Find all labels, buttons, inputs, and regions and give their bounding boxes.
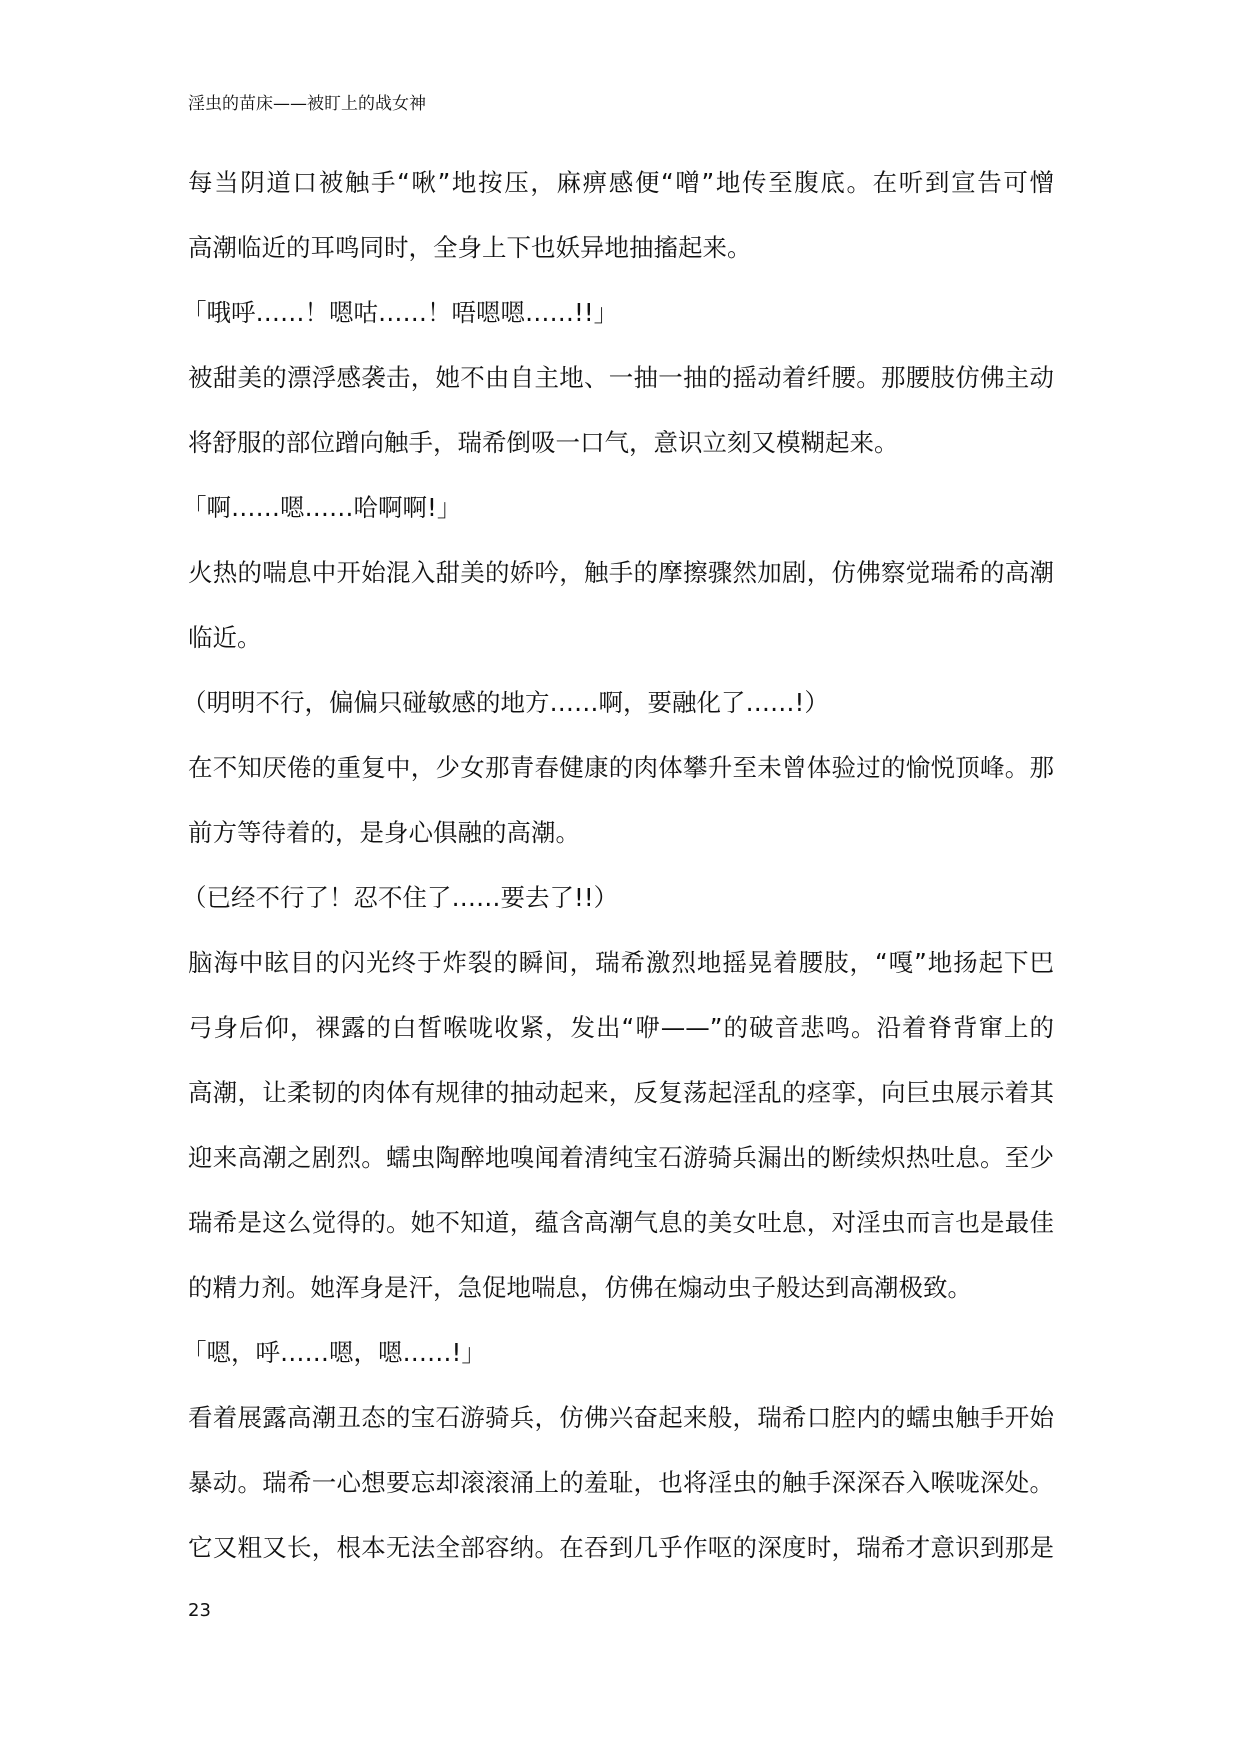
running-header: 淫虫的苗床——被盯上的战女神: [188, 94, 426, 114]
text-line: 暴动。瑞希一心想要忘却滚滚涌上的羞耻，也将淫虫的触手深深吞入喉咙深处。: [188, 1468, 1054, 1497]
text-line: 的精力剂。她浑身是汗，急促地喘息，仿佛在煽动虫子般达到高潮极致。: [188, 1273, 972, 1302]
text-line: 高潮临近的耳鸣同时，全身上下也妖异地抽搐起来。: [188, 233, 752, 262]
text-line: 将舒服的部位蹭向触手，瑞希倒吸一口气，意识立刻又模糊起来。: [188, 428, 899, 457]
text-line: 它又粗又长，根本无法全部容纳。在吞到几乎作呕的深度时，瑞希才意识到那是: [188, 1533, 1054, 1562]
text-line: 每当阴道口被触手“啾”地按压，麻痹感便“噌”地传至腹底。在听到宣告可憎: [188, 168, 1054, 197]
text-line: 弓身后仰，裸露的白皙喉咙收紧，发出“咿——”的破音悲鸣。沿着脊背窜上的: [188, 1013, 1054, 1042]
text-line: 瑞希是这么觉得的。她不知道，蕴含高潮气息的美女吐息，对淫虫而言也是最佳: [188, 1208, 1054, 1237]
dialogue-line: （明明不行，偏偏只碰敏感的地方……啊，要融化了……!）: [182, 688, 829, 717]
dialogue-line: （已经不行了！忍不住了……要去了!!）: [182, 883, 619, 912]
text-line: 火热的喘息中开始混入甜美的娇吟，触手的摩擦骤然加剧，仿佛察觉瑞希的高潮: [188, 558, 1054, 587]
text-line: 高潮，让柔韧的肉体有规律的抽动起来，反复荡起淫乱的痉挛，向巨虫展示着其: [188, 1078, 1054, 1107]
dialogue-line: 「啊……嗯……哈啊啊!」: [182, 493, 462, 522]
text-line: 前方等待着的，是身心俱融的高潮。: [188, 818, 580, 847]
text-line: 迎来高潮之剧烈。蠕虫陶醉地嗅闻着清纯宝石游骑兵漏出的断续炽热吐息。至少: [188, 1143, 1054, 1172]
body-text: [182, 150, 1054, 1580]
text-line: 在不知厌倦的重复中，少女那青春健康的肉体攀升至未曾体验过的愉悦顶峰。那: [188, 753, 1054, 782]
text-line: 脑海中眩目的闪光终于炸裂的瞬间，瑞希激烈地摇晃着腰肢，“嘎”地扬起下巴: [188, 948, 1054, 977]
dialogue-line: 「嗯，呼……嗯，嗯……!」: [182, 1338, 486, 1367]
text-line: 看着展露高潮丑态的宝石游骑兵，仿佛兴奋起来般，瑞希口腔内的蠕虫触手开始: [188, 1403, 1054, 1432]
page-number: 23: [188, 1600, 211, 1621]
dialogue-line: 「哦呼……！嗯咕……！唔嗯嗯……!!」: [182, 298, 619, 327]
text-line: 被甜美的漂浮感袭击，她不由自主地、一抽一抽的摇动着纤腰。那腰肢仿佛主动: [188, 363, 1054, 392]
text-line: 临近。: [188, 623, 262, 652]
